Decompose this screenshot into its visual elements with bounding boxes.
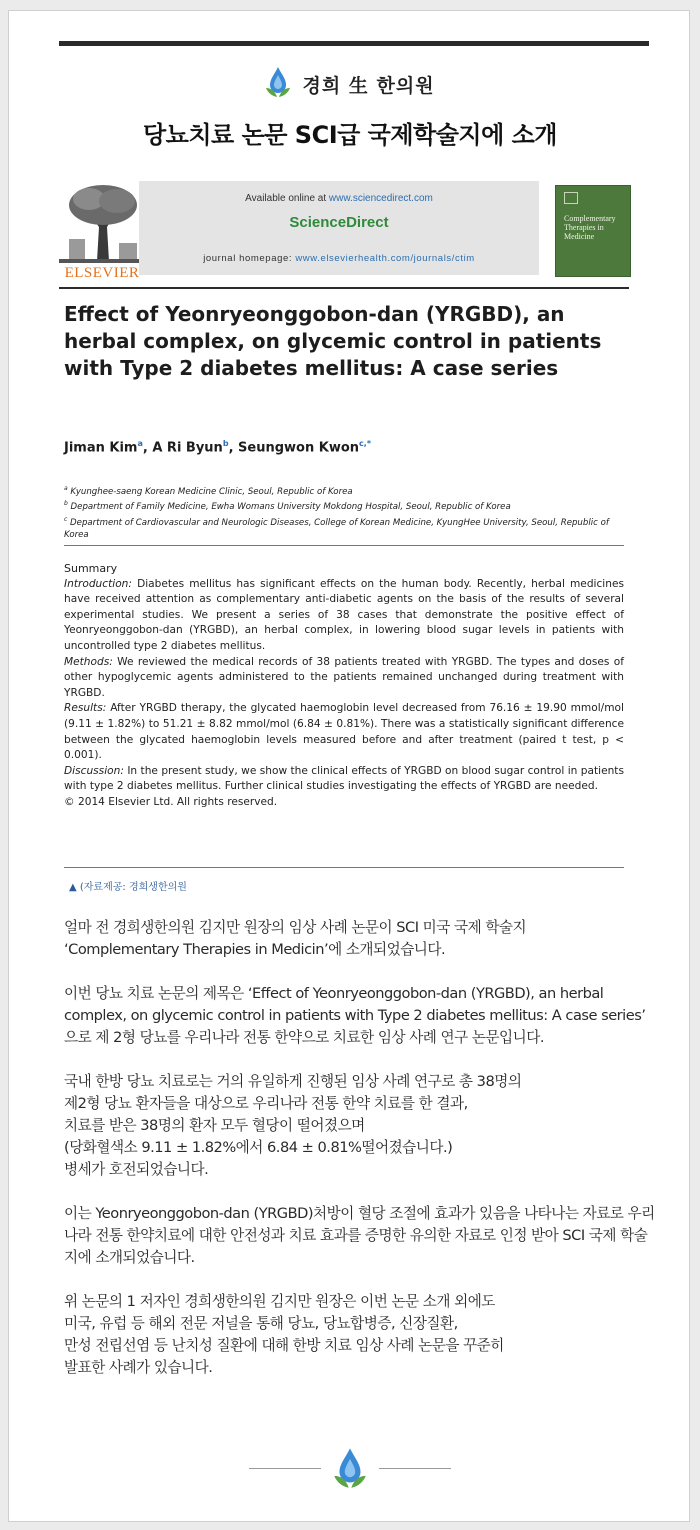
summary-results: Results: After YRGBD therapy, the glycated haemoglobin level decreased from 76.16 ± 19.90 mmol/mol (9.11 ± 1.82%) to 51.21 ± 8.82 mmol/mol (6.84 ± 0.81%). There was a statistically significant difference between the glycated haemoglobin levels measured before and after treatment (paired t test, p < 0.001). [64,702,624,762]
header-rule [59,287,629,289]
sciencedirect-wordmark: ScienceDirect [289,214,389,231]
author-sup: a [137,439,143,448]
article-frame [8,10,690,1522]
article-body [64,917,659,1401]
water-drop-leaf-logo-icon [331,1447,369,1493]
summary-bottom-rule [64,867,624,868]
available-online [139,193,539,204]
paper-authors: Jiman Kim$^a$, A Ri Byun$^b$, Seungwon Kwon$^{c,*}$ [64,439,371,456]
body-paragraph: 이번 당뇨 치료 논문의 제목은 ‘Effect of Yeonryeonggobon-dan (YRGBD), an herbal complex, on glycemic control in patients with Type 2 diabetes mellitus: A case series’ 으로 제 2형 당뇨를 우리나라 전통 한약으로 치료한 임상 사례 연구 논문입니다. [64,985,646,1046]
summary-heading: Summary [64,562,118,575]
summary-top-rule [64,545,624,546]
top-divider [59,41,649,46]
summary-introduction: Introduction: Diabetes mellitus has significant effects on the human body. Recently, herbal medicines have received attention as complementary anti-diabetic agents on the basis of the results of several experimental studies. We present a series of 38 cases that demonstrate the positive effect of Yeonryeonggobon-dan (YRGBD), an herbal complex, in lowering blood sugar levels in patients with uncontrolled type 2 diabetes mellitus. [64,577,625,652]
author-name: Seungwon Kwon [238,440,360,456]
affiliation: $^b$ Department of Family Medicine, Ewha Womans University Mokdong Hospital, Seoul, Republic of Korea [64,500,511,513]
water-drop-leaf-logo-icon [265,66,291,102]
author-sup: b [222,439,229,448]
body-paragraph: 얼마 전 경희생한의원 김지만 원장의 임상 사례 논문이 SCI 미국 국제 학술지 ‘Complementary Therapies in Medicin’에 소개되었습니다. [64,919,527,958]
footer-line-left [249,1468,321,1469]
available-label: Available online at [245,193,327,204]
cover-emblem [564,192,578,204]
body-paragraph: 위 논문의 1 저자인 경희생한의원 김지만 원장은 이번 논문 소개 외에도 미국, 유럽 등 해외 전문 저널을 통해 당뇨, 당뇨합병증, 신장질환, 만성 전립선염 등 난치성 질환에 대해 한방 치료 임상 사례 논문을 꾸준히 발표한 사례가 있습니다. [64,1293,504,1376]
paper-affiliations [64,483,624,542]
author-name: A Ri Byun [152,440,223,456]
footer-ornament [9,1443,691,1493]
affiliation: $^c$ Department of Cardiovascular and Neurologic Diseases, College of Korean Medicine, KyungHee University, Seoul, Republic of Korea [64,515,609,541]
affiliation: $^a$ Kyunghee-saeng Korean Medicine Clinic, Seoul, Republic of Korea [64,485,353,497]
paper-screenshot [59,181,629,881]
cover-title: Complementary Therapies in Medicine [564,214,616,241]
journal-homepage [139,253,539,264]
homepage-label: journal homepage: [203,253,293,264]
summary-methods: Methods: We reviewed the medical records of 38 patients treated with YRGBD. The types and doses of other hypoglycemic agents administered to the patients remained unchanged during treatment with YRGBD. [64,655,624,699]
journal-center-banner [139,181,539,275]
journal-header [59,181,629,285]
author-sup: c,* [359,439,371,448]
elsevier-wordmark: ELSEVIER [64,265,140,281]
summary-discussion: Discussion: In the present study, we show the clinical effects of YRGBD on blood sugar control in patients with type 2 diabetes mellitus. Further clinical studies investigating the effects of YRGBD are needed. [64,764,624,793]
clinic-name: 경희 生 한의원 [302,74,435,97]
article-headline: 당뇨치료 논문 SCI급 국제학술지에 소개 [142,121,557,149]
image-caption: ▲ (자료제공: 경희생한의원 [69,882,187,893]
sciencedirect-url[interactable]: www.sciencedirect.com [328,193,433,204]
journal-cover [555,185,631,277]
body-paragraph: 이는 Yeonryeonggobon-dan (YRGBD)처방이 혈당 조절에 효과가 있음을 나타나는 자료로 우리나라 전통 한약치료에 대한 안전성과 치료 효과를 증명한 유의한 자료로 인정 받아 SCI 국제 학술지에 소개되었습니다. [64,1205,655,1266]
body-paragraph: 국내 한방 당뇨 치료로는 거의 유일하게 진행된 임상 사례 연구로 총 38명의 제2형 당뇨 환자들을 대상으로 우리나라 전통 한약 치료를 한 결과, 치료를 받은 38명의 환자 모두 혈당이 떨어졌으며 (당화혈색소 9.11 ± 1.82%에서 6.84 ± 0.81%떨어졌습니다.) 병세가 호전되었습니다. [64,1073,522,1178]
clinic-brand [9,66,691,102]
author-name: Jiman Kim [64,440,138,456]
paper-summary [64,561,624,811]
footer-line-right [379,1468,451,1469]
paper-title: Effect of Yeonryeonggobon-dan (YRGBD), an herbal complex, on glycemic control in patients with Type 2 diabetes mellitus: A case series [64,302,602,380]
summary-copyright: © 2014 Elsevier Ltd. All rights reserved. [64,795,278,808]
homepage-url[interactable]: www.elsevierhealth.com/journals/ctim [295,253,475,264]
